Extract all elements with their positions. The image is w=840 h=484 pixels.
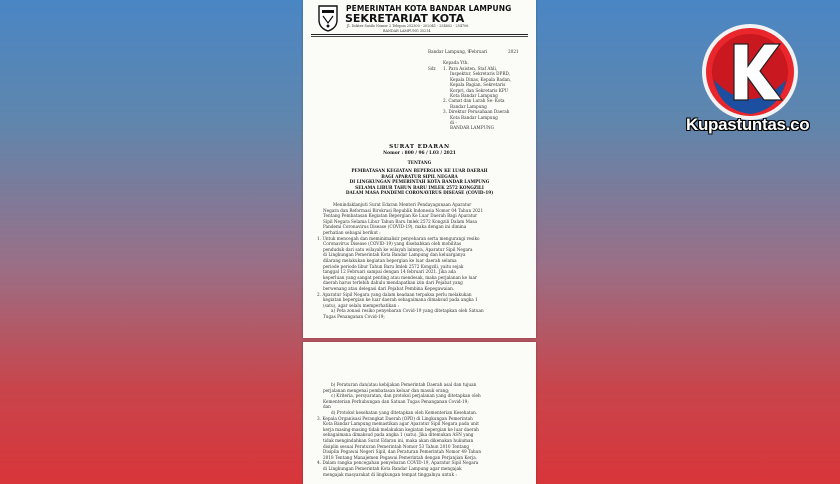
recipient-line: Kota Bandar Lampung [450, 93, 498, 98]
body-line: perhatian sebagai berikut : [323, 230, 381, 235]
body-line: 2018 Tentang Manajemen Pegawai Pemerintah dengan Perjanjian Kerja. [323, 454, 478, 460]
subject-line: DI LINGKUNGAN PEMERINTAH KOTA BANDAR LAMPUNG [349, 179, 490, 185]
letter-type: SURAT EDARAN [389, 144, 450, 150]
letterhead-address: Jl. Dokter Susilo Nomor 2 Telepon 252300 - 202041 - 254602 - 254706 [347, 24, 469, 28]
recipient-line: Bandar Lampung [450, 103, 487, 109]
subject-line: SELAMA LIBUR TAHUN BARU IMLEK 2572 KONGZILI [355, 184, 484, 190]
body-line: tidak mengindahkan Surat Edaran ini, maka akan dikenakan hukuman [323, 438, 474, 443]
body-line: Sipil Negara Selama Libur Tahun Baru Imlek 2572 Kongzili Dalam Masa [323, 218, 478, 224]
recipients-prefix: Sdr. [428, 66, 437, 71]
recipient-line: BANDAR LAMPUNG [450, 125, 495, 131]
subject-line: PEMBATASAN KEGIATAN BEPERGIAN KE LUAR DAERAH [351, 168, 488, 173]
recipient-line: 3. Direktur Perusahaan Daerah [443, 109, 510, 115]
recipient-line: Kepala Dinas, Kepala Badan, [450, 76, 512, 82]
body-line: Disiplin Pegawai Negeri Sipil, dan Peraturan Pemerintah Nomor 49 Tahun [323, 449, 482, 455]
date-place: Bandar Lampung, 9 [428, 49, 471, 54]
letterhead-city: BANDAR LAMPUNG 35214 [383, 29, 431, 33]
body-line: kerja masing-masing tidak melakukan kegiatan bepergian ke luar daerah [323, 426, 479, 432]
body-line: (satu), agar selalu memperhatikan : [323, 302, 400, 308]
recipient-line: Kepala Bagian, Sekretaris [450, 82, 506, 88]
body-line: tanggal 12 Februari sampai dengan 14 februari 2021. Jika ada [323, 269, 456, 275]
body-line: perjalanan mengenai pembatasan keluar dan masuk orang; [323, 387, 450, 393]
letterhead-rule-thin [311, 36, 528, 37]
document-page-1 [303, 0, 536, 338]
body-line: Tentang Pembatasan Kegiatan Bepergian Ke Luar Daerah Bagi Aparatur [323, 213, 478, 219]
body-line: sebagaimana dimaksud pada angka 1 (satu). Jika ditemukan ASN yang [323, 432, 474, 438]
body-line: c) Kriteria, persyaratan, dan protokol perjalanan yang ditetapkan oleh [331, 393, 481, 399]
body-line: Menindaklanjuti Surat Edaran Menteri Pendayagunaan Aparatur [333, 202, 472, 207]
body-line: Tugas Penanganan Covid-19; [323, 314, 385, 319]
body-line: dan [323, 404, 331, 410]
body-line: 3. Kepala Organisasi Perangkat Daerah (OPD) di Lingkungan Pemerintah [317, 415, 473, 421]
recipient-line: di - [450, 120, 457, 125]
kupastuntas-site-name [686, 115, 809, 135]
body-line: di Lingkungan Pemerintah Kota Bandar Lampung agar mengajak [323, 466, 462, 471]
body-line: Negara dan Reformasi Birokrasi Republik Indonesia Nomor 04 Tahun 2021 [323, 207, 484, 213]
letter-about: TENTANG [407, 160, 432, 165]
city-crest-icon [317, 4, 339, 32]
body-line: disiplin sesuai Peraturan Pemerintah Nomor 53 Tahun 2010 Tentang [323, 443, 470, 449]
recipient-line: Kota Bandar Lampung [450, 114, 498, 120]
letterhead-rule [311, 34, 528, 35]
recipient-line: Korpri, dan Sekretaris KPU [450, 87, 509, 93]
body-line: periode periode libur Tahun Baru Imlek 2572 Kongzili, yaitu sejak [323, 263, 464, 269]
body-line: Coronavirus Disease (COVID-19) yang disebabkan oleh mobilitas [323, 241, 462, 247]
body-line: d) Protokol kesehatan yang ditetapkan oleh Kementerian Kesehatan. [331, 410, 478, 415]
date-month: Februari [469, 49, 488, 54]
body-line: dilarang melakukan kegiatan bepergian ke luar daerah selama [323, 258, 457, 263]
body-line: 2. Aparatur Sipil Negara yang dalam keadaan terpaksa perlu melakukan [317, 291, 472, 297]
body-line: di Lingkungan Pemerintah Kota Bandar Lampung dan keluarganya [323, 252, 466, 258]
recipient-line: Inspektur, Sekretaris DPRD, [450, 71, 511, 77]
site-tld: .co [785, 115, 810, 134]
body-line: 4. Dalam rangka pencegahan penyebaran COVID-19, Aparatur Sipil Negara [317, 460, 479, 466]
subject-line: BAGI APARATUR SIPIL NEGARA [381, 173, 458, 179]
body-line: Pandemi Coronavirus Disease (COVID-19), maka dengan ini dimina [323, 224, 467, 230]
kupastuntas-logo-icon [700, 22, 800, 122]
letterhead-line1: PEMERINTAH KOTA BANDAR LAMPUNG [346, 4, 512, 13]
body-line: penduduk dari satu wilayah ke wilayah lainnya, Aparatur Sipil Negara [323, 246, 473, 252]
recipient-line: 1. Para Asisten, Staf Ahli, [443, 66, 498, 71]
body-line: a) Peta zonasi resiko penyebaran Covid-19 yang ditetapkan oleh Satuan [331, 308, 484, 314]
letter-number: Nomor : 800 / 96 / I.03 / 2021 [383, 151, 456, 156]
body-line: keperluan yang sangat penting atau mendesak, maka perjalanan ke luar [323, 274, 478, 280]
body-line: daerah harus terlebih dahulu mendapatkan izin dari Pejabat yang [323, 280, 463, 286]
recipient-line: 2. Camat dan Lurah Se- Kota [443, 98, 505, 104]
document-page-2 [303, 342, 536, 484]
body-line: mengajak masyarakat di lingkungan tempat tinggalnya untuk : [323, 471, 457, 477]
body-line: b) Peraturan dan/atau kebijakan Pemerintah Daerah asal dan tujuan [331, 382, 477, 387]
body-line: Kota Bandar Lampung memastikan agar Aparatur Sipil Negara pada unit [323, 421, 479, 427]
body-line: berwenang atau delegasi dari Pejabat Pembina Kepegawaian. [323, 286, 455, 291]
body-line: kegiatan bepergian ke luar daerah sebagaimana dimaksud pada angka 1 [323, 297, 478, 303]
subject-line: DALAM MASA PANDEMI CORONAVIRUS DISEASE (COVID-19) [345, 190, 494, 196]
site-name: Kupastuntas [686, 115, 786, 134]
letterhead-line2: SEKRETARIAT KOTA [345, 12, 465, 25]
body-line: Kementerian Perhubungan dan Satuan Tugas Penanganan Covid-19; [323, 398, 469, 404]
date-year: 2021 [508, 49, 519, 54]
recipients-heading: Kepada Yth. [443, 60, 469, 65]
body-line: 1. Untuk mencegah dan meminimalisir penyebaran serta mengurangi resiko [317, 235, 480, 241]
